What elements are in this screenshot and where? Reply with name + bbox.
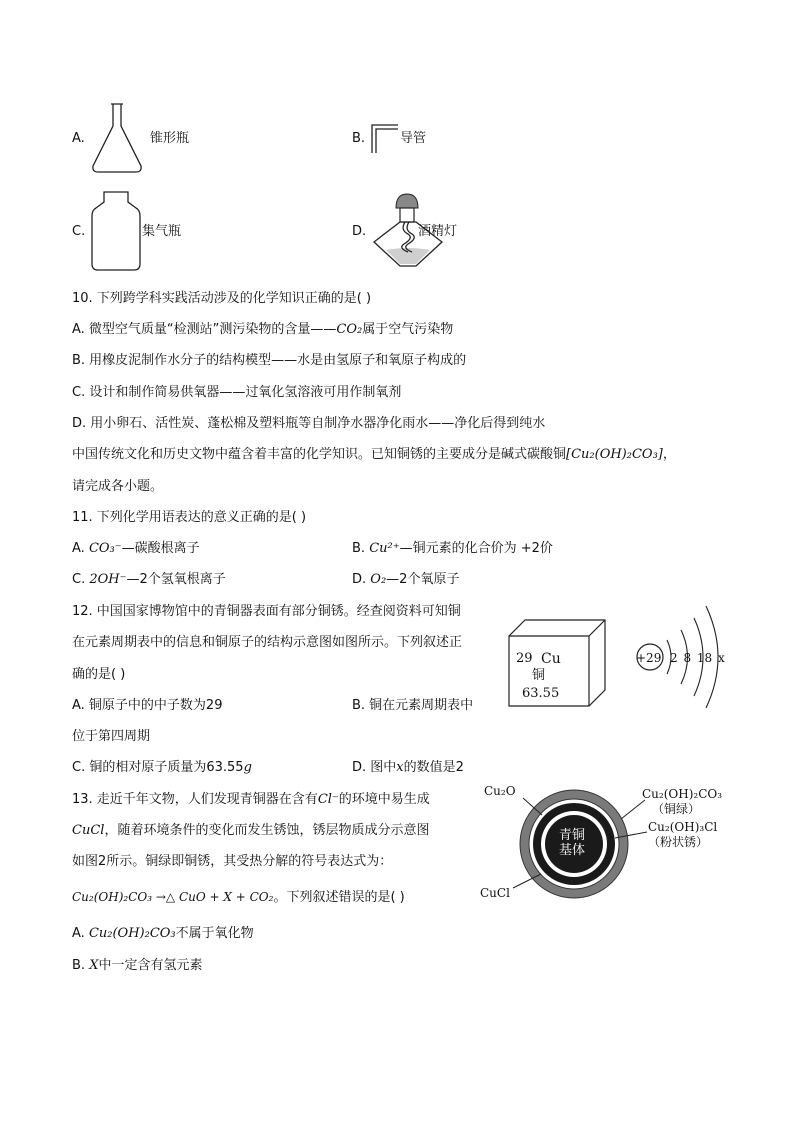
glass-tube-icon [370,123,400,155]
q13-stem-formula: Cl⁻ [317,792,339,807]
q13-equation: Cu₂(OH)₂CO₃ →△ CuO + X + CO₂ [72,890,274,904]
label-verdigris-note: （铜绿） [652,802,701,816]
q13-option-b-text: 中一定含有氢元素 [98,958,203,973]
q10-option-d: D. 用小卵石、活性炭、蓬松棉及塑料瓶等自制净水器净化雨水——净化后得到纯水 [72,416,546,431]
q10-option-a-tail: 属于空气污染物 [362,322,454,337]
q11-option-c-formula: 2OH⁻ [89,572,127,587]
q10-option-a-formula: CO₂ [336,322,363,337]
q13-option-a-letter: A. [72,926,85,941]
q13-option-b [72,957,202,975]
q13-equation-tail: 。下列叙述错误的是( ) [273,890,405,905]
intro-formula: [Cu₂(OH)₂CO₃] [566,447,663,462]
q11-option-b [352,540,553,558]
q9-option-d-label: 酒精灯 [418,224,458,239]
element-symbol: Cu [541,651,561,667]
atom-nucleus-charge: +29 [636,651,662,665]
q11-option-b-letter: B. [352,541,366,556]
gas-jar-icon [90,190,142,272]
q11-option-a-formula: CO₃⁻ [88,541,122,556]
q9-option-a-letter: A. [72,131,85,146]
q11-option-c [72,571,226,589]
label-basic-copper-carbonate: Cu₂(OH)₂CO₃ [642,787,723,801]
conical-flask-icon [90,102,152,174]
bronze-base-label-line-2: 基体 [559,843,586,858]
q13-stem-tail: 的环境中易生成 [338,792,430,807]
label-basic-copper-chloride: Cu₂(OH)₃Cl [648,820,718,834]
q12-option-b: B. 铜在元素周期表中 [352,698,474,713]
q11-stem: 11. 下列化学用语表达的意义正确的是( ) [72,510,307,525]
bronze-base-label-line-1: 青铜 [559,828,586,843]
q9-option-c-label: 集气瓶 [142,224,182,239]
q13-stem-line-2-text: ，随着环境条件的变化而发生锈蚀，锈层物质成分示意图 [104,823,430,838]
q13-cucl-formula: CuCl [72,823,105,838]
q11-option-d [352,571,459,589]
q9-option-d-letter: D. [352,224,367,239]
q12-option-c [72,759,252,777]
q12-stem-line-1: 12. 中国国家博物馆中的青铜器表面有部分铜锈。经查阅资料可知铜 [72,604,461,619]
q11-option-a-letter: A. [72,541,85,556]
q12-option-d [352,759,464,777]
q10-option-a-text: A. 微型空气质量“检测站”测污染物的含量—— [72,322,337,337]
q13-stem-line-2 [72,822,429,840]
label-powdery-rust-note: （粉状锈） [648,835,709,849]
q10-option-c: C. 设计和制作简易供氧器——过氧化氢溶液可用作制氧剂 [72,385,402,400]
q12-stem-line-2: 在元素周期表中的信息和铜原子的结构示意图如图所示。下列叙述正 [72,635,463,650]
element-mass: 63.55 [522,686,560,701]
q12-option-a: A. 铜原子中的中子数为29 [72,698,223,713]
q13-equation-line [72,888,405,907]
q9-option-b-label: 导管 [400,131,427,146]
q11-option-a-text: —碳酸根离子 [121,541,200,556]
element-name: 铜 [532,668,546,683]
q10-option-a [72,321,453,339]
bronze-base-label [559,828,585,858]
intro-line-1 [72,446,676,464]
q13-option-b-letter: B. [72,958,86,973]
q11-option-a [72,540,200,558]
q13-stem-line-1 [72,791,430,809]
q10-option-b: B. 用橡皮泥制作水分子的结构模型——水是由氢原子和氧原子构成的 [72,353,467,368]
q11-option-d-letter: D. [352,572,367,587]
q12-option-c-text: C. 铜的相对原子质量为63.55 [72,760,244,775]
q9-option-b-letter: B. [352,131,366,146]
q9-option-a-label: 锥形瓶 [150,131,190,146]
q12-option-b-continued: 位于第四周期 [72,729,151,744]
q10-stem: 10. 下列跨学科实践活动涉及的化学知识正确的是( ) [72,291,372,306]
element-atomic-number: 29 [516,651,533,666]
q13-option-a [72,925,254,943]
q12-option-d-var: x [396,760,404,775]
q12-option-d-text: D. 图中 [352,760,397,775]
q13-option-b-var: X [89,958,99,973]
intro-tail: ， [662,447,676,462]
q12-stem-line-3: 确的是( ) [72,667,126,682]
q11-option-d-formula: O₂ [370,572,387,587]
q11-option-b-text: —铜元素的化合价为 +2价 [399,541,553,556]
q11-option-c-text: —2个氢氧根离子 [126,572,226,587]
q12-option-c-unit: g [243,760,252,775]
label-cu2o: Cu₂O [484,784,516,798]
q13-option-a-text: 不属于氧化物 [175,926,254,941]
intro-text: 中国传统文化和历史文物中蕴含着丰富的化学知识。已知铜锈的主要成分是碱式碳酸铜 [72,447,567,462]
q13-stem-line-3: 如图2所示。铜绿即铜锈，其受热分解的符号表达式为： [72,854,393,869]
q11-option-d-text: —2个氧原子 [386,572,460,587]
intro-line-2: 请完成各小题。 [72,479,164,494]
q12-option-d-tail: 的数值是2 [403,760,464,775]
atom-shell-electrons: 2 8 18 x [670,651,725,665]
q13-stem-text: 13. 走近千年文物，人们发现青铜器在含有 [72,792,318,807]
label-cucl: CuCl [480,886,510,900]
q11-option-b-formula: Cu²⁺ [369,541,400,556]
q9-option-c-letter: C. [72,224,86,239]
q11-option-c-letter: C. [72,572,86,587]
q13-option-a-formula: Cu₂(OH)₂CO₃ [88,926,176,941]
